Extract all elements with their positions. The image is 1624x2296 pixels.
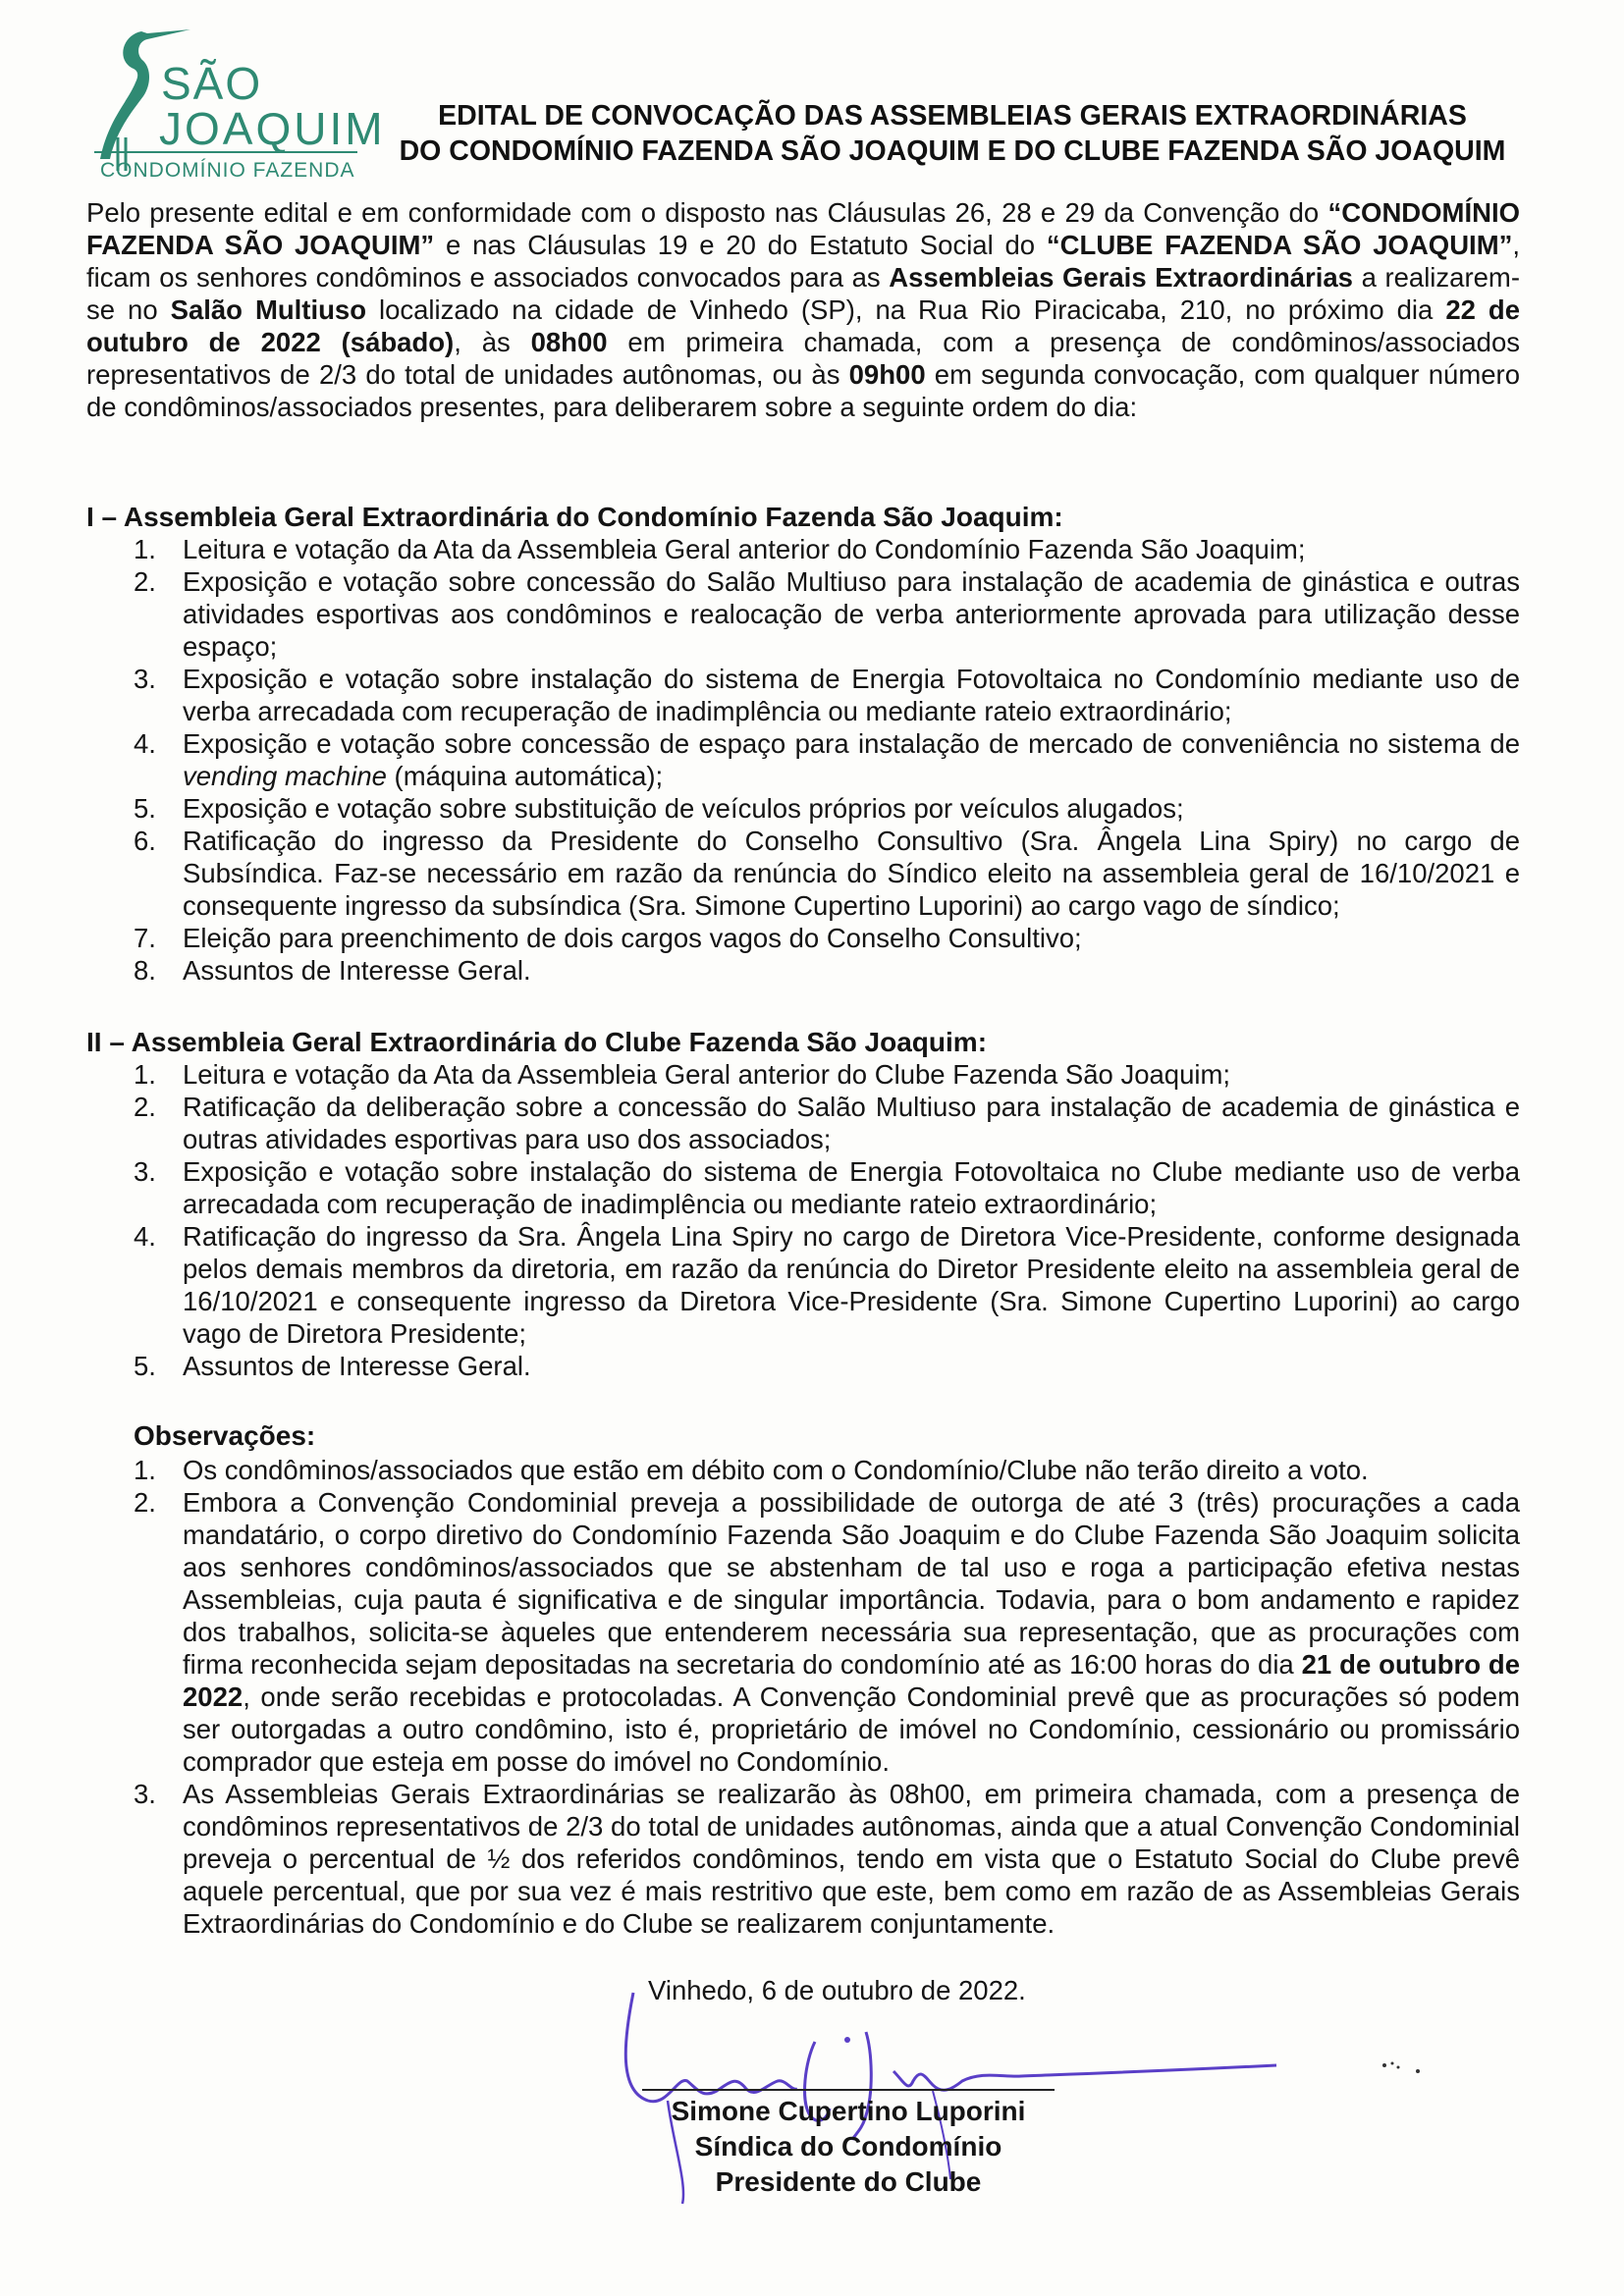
intro-text: , às	[454, 327, 531, 357]
list-item	[0, 533, 1520, 565]
item-bold: 21 de outubro de 2022	[183, 1649, 1521, 1712]
list-item	[0, 1155, 1520, 1220]
list-item	[0, 922, 1520, 954]
item-emphasis: vending machine	[183, 761, 387, 791]
observations-list	[0, 1454, 1520, 1940]
item-number: 1.	[134, 1455, 156, 1485]
signature-block	[642, 2094, 1055, 2200]
item-text: Leitura e votação da Ata da Assembleia Geral anterior do Condomínio Fazenda São Joaquim;	[183, 534, 1306, 564]
item-number: 7.	[134, 923, 156, 953]
intro-text: a realizarem-se no	[86, 262, 1520, 325]
intro-bold: “CLUBE FAZENDA SÃO JOAQUIM”	[1046, 230, 1513, 260]
item-number: 4.	[134, 728, 156, 759]
condominium-logo	[82, 22, 386, 187]
item-number: 2.	[134, 1487, 156, 1518]
signer-role-2: Presidente do Clube	[715, 2166, 982, 2197]
intro-bold: “CONDOMÍNIO FAZENDA SÃO JOAQUIM”	[86, 197, 1520, 260]
signer-role-1: Síndica do Condomínio	[694, 2131, 1002, 2162]
item-text: As Assembleias Gerais Extraordinárias se realizarão às 08h00, em primeira chamada, com a presença de condôminos representativos de 2/3 do total de unidades autônomas, ainda que a atual Convenção Condominial preveja o percentual de ½ dos referidos condôminos, tendo em vista que o Estatuto Social do Clube prevê aquele percentual, que por sua vez é mais restritivo que este, bem como em razão de as Assembleias Gerais Extraordinárias do Condomínio e do Clube se realizarem conjuntamente.	[183, 1779, 1520, 1939]
list-item	[0, 1220, 1520, 1350]
intro-text: Pelo presente edital e em conformidade com o disposto nas Cláusulas 26, 28 e 29 da Convenção do	[86, 197, 1328, 228]
item-text: Assuntos de Interesse Geral.	[183, 955, 531, 986]
item-text: Exposição e votação sobre concessão de espaço para instalação de mercado de conveniência no sistema de	[183, 728, 1520, 759]
section1-list	[0, 533, 1520, 987]
intro-text: em segunda convocação, com qualquer número de condôminos/associados presentes, para deliberarem sobre a seguinte ordem do dia:	[86, 359, 1520, 422]
intro-text: e nas Cláusulas 19 e 20 do Estatuto Social do	[434, 230, 1047, 260]
intro-text: em primeira chamada, com a presença de condôminos/associados representativos de 2/3 do total de unidades autônomas, ou às	[86, 327, 1520, 390]
item-text: Ratificação do ingresso da Sra. Ângela Lina Spiry no cargo de Diretora Vice-Presidente, conforme designada pelos demais membros da diretoria, em razão da renúncia do Diretor Presidente eleito na assembleia geral de 16/10/2021 e consequente ingresso da Diretora Vice-Presidente (Sra. Simone Cupertino Luporini) ao cargo vago de Diretora Presidente;	[183, 1221, 1520, 1349]
item-number: 5.	[134, 793, 156, 824]
section2-list	[0, 1058, 1520, 1382]
item-text: Ratificação do ingresso da Presidente do Conselho Consultivo (Sra. Ângela Lina Spiry) no cargo de Subsíndica. Faz-se necessário em razão da renúncia do Síndico eleito na assembleia geral de 16/10/2021 e consequente ingresso da subsíndica (Sra. Simone Cupertino Luporini) ao cargo vago de síndico;	[183, 826, 1520, 921]
logo-line1: SÃO	[161, 58, 263, 109]
item-number: 2.	[134, 1092, 156, 1122]
item-text: Exposição e votação sobre instalação do sistema de Energia Fotovoltaica no Clube mediante uso de verba arrecadada com recuperação de inadimplência ou mediante rateio extraordinário;	[183, 1156, 1520, 1219]
list-item	[0, 1058, 1520, 1091]
item-number: 2.	[134, 566, 156, 597]
item-number: 1.	[134, 1059, 156, 1090]
item-text: Ratificação da deliberação sobre a concessão do Salão Multiuso para instalação de academia de ginástica e outras atividades esportivas para uso dos associados;	[183, 1092, 1520, 1154]
title-line2: DO CONDOMÍNIO FAZENDA SÃO JOAQUIM E DO CLUBE FAZENDA SÃO JOAQUIM	[399, 135, 1506, 167]
item-text: , onde serão recebidas e protocoladas. A Convenção Condominial prevê que as procurações só podem ser outorgadas a outro condômino, isto é, proprietário de imóvel no Condomínio, cessionário ou promissário comprador que esteja em posse do imóvel no Condomínio.	[183, 1682, 1520, 1777]
document-title	[393, 98, 1512, 169]
section1-title: I – Assembleia Geral Extraordinária do Condomínio Fazenda São Joaquim:	[86, 502, 1063, 532]
intro-bold: 22 de outubro de 2022 (sábado)	[86, 294, 1520, 357]
scan-specks	[1375, 2052, 1434, 2081]
list-item	[0, 1091, 1520, 1155]
item-number: 4.	[134, 1221, 156, 1252]
list-item	[0, 1486, 1520, 1778]
item-number: 3.	[134, 1156, 156, 1187]
intro-paragraph	[86, 196, 1520, 423]
item-text: Os condôminos/associados que estão em débito com o Condomínio/Clube não terão direito a voto.	[183, 1455, 1369, 1485]
observations-title: Observações:	[134, 1420, 316, 1451]
list-item	[0, 663, 1520, 727]
intro-bold: 08h00	[530, 327, 608, 357]
list-item	[0, 1778, 1520, 1940]
list-item	[0, 565, 1520, 663]
item-text: Embora a Convenção Condominial preveja a possibilidade de outorga de até 3 (três) procurações a cada mandatário, o corpo diretivo do Condomínio Fazenda São Joaquim e do Clube Fazenda São Joaquim solicita aos senhores condôminos/associados que se abstenham de tal uso e roga a participação efetiva nestas Assembleias, cuja pauta é significativa e de singular importância. Todavia, para o bom andamento e rapidez dos trabalhos, solicita-se àqueles que entenderem necessária sua representação, que as procurações com firma reconhecida sejam depositadas na secretaria do condomínio até as 16:00 horas do dia	[183, 1487, 1520, 1680]
item-text: Assuntos de Interesse Geral.	[183, 1351, 531, 1381]
intro-bold: Assembleias Gerais Extraordinárias	[889, 262, 1353, 293]
item-number: 8.	[134, 955, 156, 986]
item-number: 3.	[134, 1779, 156, 1809]
list-item	[0, 1350, 1520, 1382]
logo-line2: JOAQUIM	[159, 103, 386, 154]
list-item	[0, 825, 1520, 922]
signer-name: Simone Cupertino Luporini	[671, 2096, 1026, 2126]
list-item	[0, 954, 1520, 987]
item-text: Leitura e votação da Ata da Assembleia Geral anterior do Clube Fazenda São Joaquim;	[183, 1059, 1231, 1090]
item-text: Exposição e votação sobre instalação do sistema de Energia Fotovoltaica no Condomínio mediante uso de verba arrecadada com recuperação de inadimplência ou mediante rateio extraordinário;	[183, 664, 1520, 726]
item-number: 6.	[134, 826, 156, 856]
item-number: 1.	[134, 534, 156, 564]
item-text: Exposição e votação sobre substituição de veículos próprios por veículos alugados;	[183, 793, 1184, 824]
intro-text: localizado na cidade de Vinhedo (SP), na Rua Rio Piracicaba, 210, no próximo dia	[366, 294, 1446, 325]
item-number: 5.	[134, 1351, 156, 1381]
signature-line	[642, 2089, 1055, 2091]
item-text: Exposição e votação sobre concessão do Salão Multiuso para instalação de academia de ginástica e outras atividades esportivas aos condôminos e realocação de verba anteriormente aprovada para utilização desse espaço;	[183, 566, 1520, 662]
place-date: Vinhedo, 6 de outubro de 2022.	[648, 1975, 1026, 2005]
logo-line3: CONDOMÍNIO FAZENDA	[100, 159, 355, 182]
section2-title: II – Assembleia Geral Extraordinária do Clube Fazenda São Joaquim:	[86, 1027, 988, 1057]
item-number: 3.	[134, 664, 156, 694]
list-item	[0, 1454, 1520, 1486]
intro-bold: 09h00	[848, 359, 926, 390]
intro-text: , ficam os senhores condôminos e associados convocados para as	[86, 230, 1520, 293]
title-line1: EDITAL DE CONVOCAÇÃO DAS ASSEMBLEIAS GERAIS EXTRAORDINÁRIAS	[438, 100, 1467, 132]
item-text: Eleição para preenchimento de dois cargos vagos do Conselho Consultivo;	[183, 923, 1082, 953]
intro-bold: Salão Multiuso	[170, 294, 366, 325]
item-text: (máquina automática);	[386, 761, 664, 791]
list-item	[0, 727, 1520, 792]
list-item	[0, 792, 1520, 825]
